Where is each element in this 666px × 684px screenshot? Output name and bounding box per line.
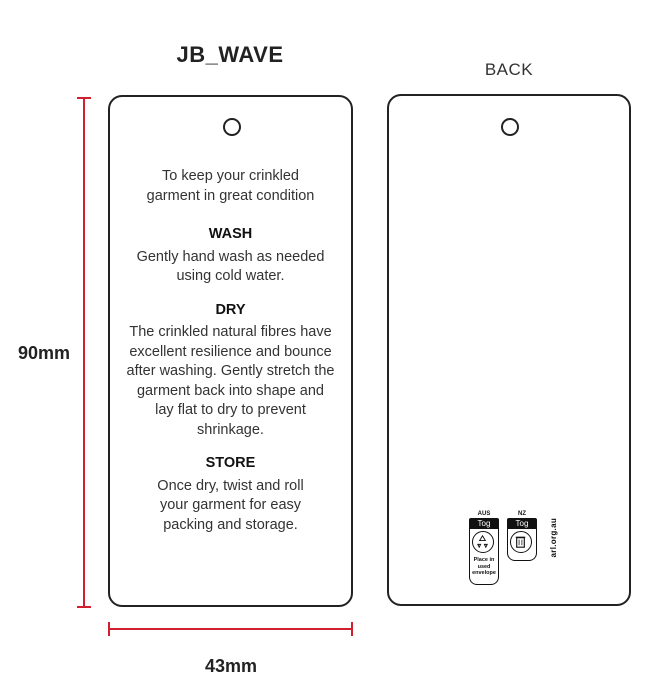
- back-title: BACK: [484, 60, 534, 79]
- back-tag: [387, 94, 631, 606]
- nz-recycling-logo: [507, 510, 537, 561]
- aus-tog-label: Tog: [469, 518, 499, 529]
- height-dimension-bottom-cap: [77, 606, 91, 608]
- recycling-website: arl.org.au: [549, 518, 558, 558]
- recycling-instruction: Place in used envelope: [472, 557, 496, 576]
- height-dimension-line: [83, 98, 85, 607]
- aus-recycling-logo: [469, 510, 499, 585]
- front-tag: [108, 95, 353, 607]
- aus-country-label: AUS: [477, 511, 491, 517]
- dry-heading: DRY: [215, 301, 246, 318]
- width-dimension-line: [109, 628, 353, 630]
- tag-hole: [501, 118, 519, 136]
- recycle-icon: [472, 531, 494, 553]
- dry-text: The crinkled natural fibres have excellent resilience and bounce after washing. Gently stretch the garment back into shape and lay flat to dry to prevent shrinkage.: [126, 324, 335, 438]
- tag-hole: [223, 118, 241, 136]
- store-heading: STORE: [205, 455, 256, 471]
- wash-heading: WASH: [208, 226, 253, 242]
- recycling-label: [469, 510, 559, 592]
- wash-text: Gently hand wash as needed using cold water.: [136, 248, 325, 284]
- trash-bin-icon: [510, 531, 532, 553]
- nz-tog-label: Tog: [507, 518, 537, 529]
- width-dimension-label: 43mm: [204, 656, 258, 676]
- care-instructions: [110, 167, 351, 549]
- nz-country-label: NZ: [518, 511, 526, 517]
- care-intro: To keep your crinkled garment in great condition: [146, 168, 315, 204]
- front-title: JB_WAVE: [176, 42, 284, 67]
- width-dimension-right-cap: [351, 622, 353, 636]
- store-text: Once dry, twist and roll your garment for easy packing and storage.: [157, 477, 304, 533]
- height-dimension-label: 90mm: [18, 343, 71, 363]
